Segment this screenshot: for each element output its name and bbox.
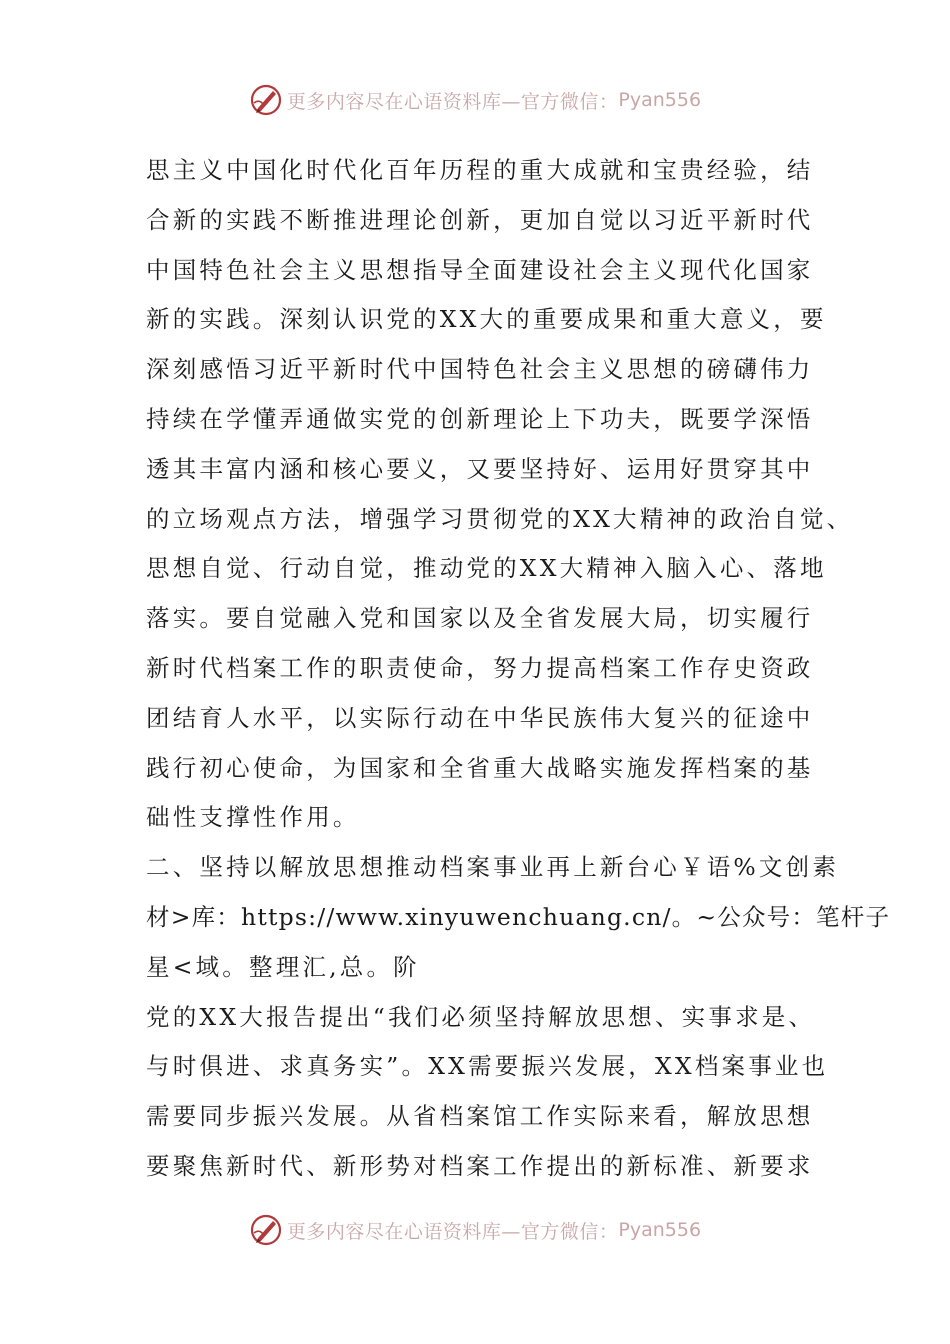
- header-wechat-id: Pyan556: [618, 89, 702, 111]
- text-line: 需要同步振兴发展。从省档案馆工作实际来看，解放思想: [146, 1102, 814, 1131]
- footer-text: 更多内容尽在心语资料库—官方微信：: [286, 1220, 619, 1243]
- pen-seal-logo-icon: [249, 1213, 283, 1247]
- text-line: 落实。要自觉融入党和国家以及全省发展大局，切实履行: [146, 604, 814, 633]
- pen-seal-logo-icon: [249, 83, 283, 117]
- section-heading: 二、坚持以解放思想推动档案事业再上新台心￥语%文创素: [146, 853, 840, 882]
- text-line: 思主义中国化时代化百年历程的重大成就和宝贵经验，结: [146, 156, 814, 184]
- text-line: 与时俱进、求真务实”。XX需要振兴发展，XX档案事业也: [146, 1052, 829, 1081]
- text-line: 材>库：https://www.xinyuwenchuang.cn/。~公众号：笔杆子: [146, 902, 891, 931]
- footer-banner: [0, 1210, 950, 1250]
- text-line: 中国特色社会主义思想指导全面建设社会主义现代化国家: [146, 255, 814, 284]
- text-line: 新时代档案工作的职责使命，努力提高档案工作存史资政: [146, 653, 814, 682]
- text-line: 透其丰富内涵和核心要义，又要坚持好、运用好贯穿其中: [146, 454, 814, 483]
- text-line: 要聚焦新时代、新形势对档案工作提出的新标准、新要求: [146, 1151, 814, 1180]
- text-line: 持续在学懂弄通做实党的创新理论上下功夫，既要学深悟: [146, 404, 814, 433]
- text-line: 的立场观点方法，增强学习贯彻党的XX大精神的政治自觉、: [146, 504, 854, 533]
- header-text: 更多内容尽在心语资料库—官方微信：: [286, 90, 619, 113]
- text-line: 深刻感悟习近平新时代中国特色社会主义思想的磅礴伟力: [146, 355, 814, 384]
- header-banner: [0, 80, 950, 120]
- footer-wechat-id: Pyan556: [618, 1219, 702, 1241]
- text-line: 党的XX大报告提出“我们必须坚持解放思想、实事求是、: [146, 1002, 816, 1031]
- document-body: [146, 146, 891, 1192]
- text-line: 础性支撑性作用。: [146, 803, 360, 832]
- text-line: 合新的实践不断推进理论创新，更加自觉以习近平新时代: [146, 205, 814, 234]
- text-line: 团结育人水平，以实际行动在中华民族伟大复兴的征途中: [146, 703, 814, 732]
- text-line: 星<域。整理汇,总。阶: [146, 952, 420, 981]
- text-line: 新的实践。深刻认识党的XX大的重要成果和重大意义，要: [146, 305, 827, 334]
- text-line: 思想自觉、行动自觉，推动党的XX大精神入脑入心、落地: [146, 554, 827, 583]
- text-line: 践行初心使命，为国家和全省重大战略实施发挥档案的基: [146, 753, 814, 782]
